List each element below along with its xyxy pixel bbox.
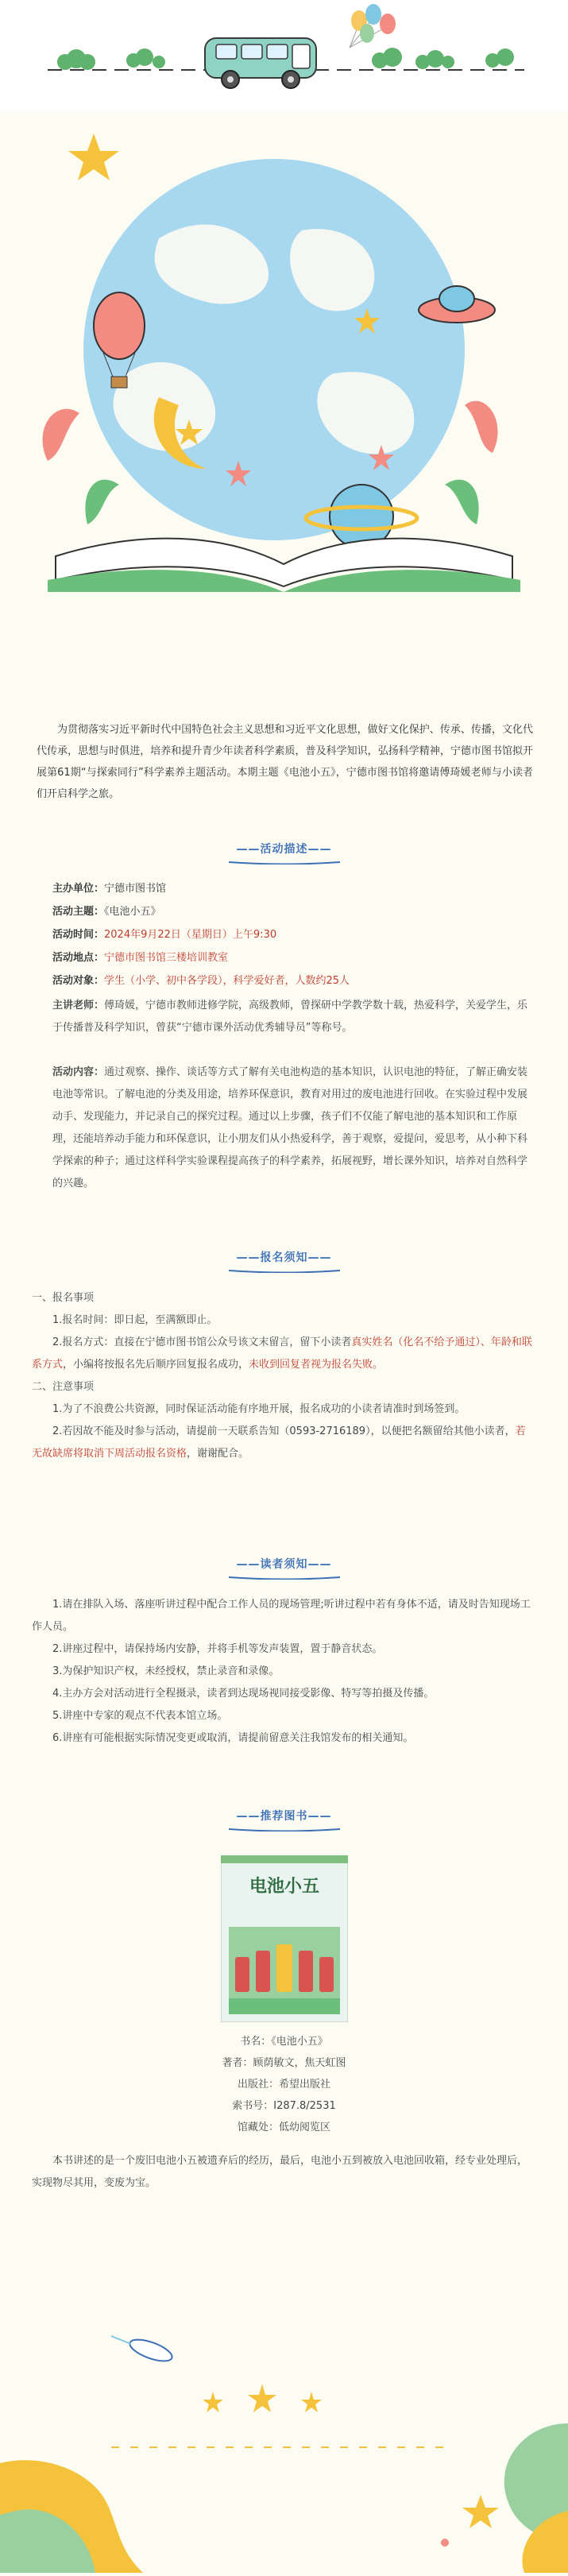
speaker-label: 主讲老师： bbox=[52, 1000, 105, 1011]
signup-title-text: ——报名须知—— bbox=[236, 1251, 332, 1264]
tree-left bbox=[57, 48, 165, 70]
book-cover-image bbox=[221, 1855, 348, 2022]
signup-h1: 一、报名事项 bbox=[32, 1292, 95, 1304]
content-value: 通过观察、操作、谈话等方式了解有关电池构造的基本知识，认识电池的特征，了解正确安装电池等常识。了解电池的分类及用途，培养环保意识，教育对用过的废电池进行回收。在实验过程中发展动手、发现能力，并记录自己的探究过程。通过以上步骤，孩子们不仅能了解电池的基本知识和工作原理，还能培养动手能力和环保意识，让小朋友们从小热爱科学，善于观察，爱提问，爱思考，从小种下科学探索的种子；通过这样科学实验课程提高孩子的科学素养，拓展视野，增长课外知识，培养对自然科学的兴趣。 bbox=[52, 1066, 528, 1189]
book-summary-text: 本书讲述的是一个废旧电池小五被遗弃后的经历，最后，电池小五到被放入电池回收箱，经专业处理后，实现物尽其用，变废为宝。 bbox=[32, 2155, 528, 2189]
reader-item: 5.讲座中专家的观点不代表本馆立场。 bbox=[52, 1710, 228, 1722]
place-row bbox=[52, 946, 529, 969]
reader-title-text: ——读者须知—— bbox=[236, 1558, 332, 1571]
content-block bbox=[52, 1062, 532, 1195]
target-value: 学生（小学、初中各学段），科学爱好者，人数约25人 bbox=[104, 975, 350, 987]
reader-item: 4.主办方会对活动进行全程摄录，读者到达现场视同接受影像、特写等拍摄及传播。 bbox=[52, 1688, 435, 1700]
footer-illustration bbox=[0, 2304, 568, 2573]
cover-title: 电池小五 bbox=[249, 1876, 320, 1896]
time-label: 活动时间： bbox=[52, 929, 105, 941]
reader-item: 3.为保护知识产权，未经授权，禁止录音和录像。 bbox=[52, 1665, 280, 1677]
target-label: 活动对象： bbox=[52, 975, 105, 987]
organizer-label: 主办单位： bbox=[52, 883, 105, 895]
title-underline bbox=[225, 860, 344, 864]
notice-item-1: 1.为了不浪费公共资源，同时保证活动能有序地开展，报名成功的小读者请准时到场签到。 bbox=[52, 1403, 466, 1415]
content-label: 活动内容： bbox=[52, 1066, 105, 1078]
signup-block bbox=[32, 1287, 532, 1465]
book-location: 馆藏处：低幼阅览区 bbox=[237, 2122, 330, 2133]
book-summary bbox=[32, 2150, 532, 2195]
book-cover bbox=[221, 1855, 348, 2022]
signup-item-2: 2.报名方式：直接在宁德市图书馆公众号该文末留言，留下小读者真实姓名（化名不给予通过）、年龄和联系方式，小编将按报名先后顺序回复报名成功，未收到回复者视为报名失败。 bbox=[32, 1336, 532, 1371]
intro-paragraph bbox=[37, 719, 533, 805]
place-label: 活动地点： bbox=[52, 952, 105, 964]
reader-item: 1.请在排队入场、落座听讲过程中配合工作人员的现场管理;听讲过程中若有身体不适，请及时告知现场工作人员。 bbox=[32, 1599, 531, 1633]
organizer-value: 宁德市图书馆 bbox=[104, 883, 167, 895]
intro-text: 为贯彻落实习近平新时代中国特色社会主义思想和习近平文化思想，做好文化保护、传承、传播，文化代代传承，思想与时俱进，培养和提升青少年读者科学素质，普及科学知识，弘扬科学精神，宁德市图书馆拟开展第61期“与探索同行”科学素养主题活动。本期主题《电池小五》，宁德市图书馆将邀请傅琦媛老师与小读者们开启科学之旅。 bbox=[37, 724, 533, 800]
hero-illustration bbox=[0, 111, 568, 604]
book-section-title bbox=[0, 1808, 568, 1831]
speaker-value: 傅琦媛，宁德市教师进修学院，高级教师，曾探研中学教学数十载，热爱科学，关爱学生，乐于传播普及科学知识，曾获“宁德市课外活动优秀辅导员”等称号。 bbox=[52, 1000, 528, 1034]
signup-section-title bbox=[0, 1249, 568, 1273]
reader-section-title bbox=[0, 1556, 568, 1580]
title-underline bbox=[225, 1827, 344, 1831]
title-underline bbox=[225, 1575, 344, 1580]
book-publisher: 出版社：希望出版社 bbox=[237, 2079, 330, 2091]
place-value: 宁德市图书馆三楼培训教室 bbox=[104, 952, 229, 964]
activity-section-title bbox=[0, 841, 568, 864]
reader-block bbox=[32, 1594, 532, 1750]
topic-label: 活动主题： bbox=[52, 906, 105, 918]
speaker-block bbox=[52, 995, 532, 1039]
organizer-row bbox=[52, 877, 529, 900]
activity-details bbox=[52, 877, 529, 992]
reader-item: 2.讲座过程中，请保持场内安静，并将手机等发声装置，置于静音状态。 bbox=[52, 1643, 383, 1655]
topic-row bbox=[52, 900, 529, 923]
time-row bbox=[52, 923, 529, 946]
activity-title-text: ——活动描述—— bbox=[236, 843, 332, 856]
header-banner bbox=[0, 0, 568, 111]
balloons-illustration bbox=[350, 4, 396, 48]
bus-illustration bbox=[205, 38, 316, 88]
notice-item-2: 2.若因故不能及时参与活动，请提前一天联系告知（0593-2716189），以便把名额留给其他小读者，若无故缺席将取消下周活动报名资格，谢谢配合。 bbox=[32, 1425, 526, 1460]
book-author: 著者：顾荫敏文，焦天虹图 bbox=[222, 2057, 346, 2069]
footer-art bbox=[0, 2304, 568, 2573]
signup-item-1: 1.报名时间：即日起，至满额即止。 bbox=[52, 1314, 218, 1326]
target-row bbox=[52, 969, 529, 992]
header-illustration bbox=[0, 0, 568, 111]
globe-book-illustration bbox=[0, 111, 568, 604]
book-name: 书名：《电池小五》 bbox=[240, 2036, 328, 2048]
rocket-icon bbox=[111, 2335, 175, 2365]
signup-h2: 二、注意事项 bbox=[32, 1381, 95, 1393]
star-icon bbox=[68, 133, 119, 180]
book-title-text: ——推荐图书—— bbox=[236, 1810, 332, 1823]
title-underline bbox=[225, 1268, 344, 1273]
tree-right bbox=[372, 48, 514, 69]
time-value: 2024年9月22日（星期日）上午9:30 bbox=[104, 929, 277, 941]
book-callno: 索书号：I287.8/2531 bbox=[232, 2100, 336, 2112]
topic-value: 《电池小五》 bbox=[104, 906, 161, 918]
book-info bbox=[0, 2031, 568, 2138]
reader-item: 6.讲座有可能根据实际情况变更或取消，请提前留意关注我馆发布的相关通知。 bbox=[52, 1732, 414, 1744]
